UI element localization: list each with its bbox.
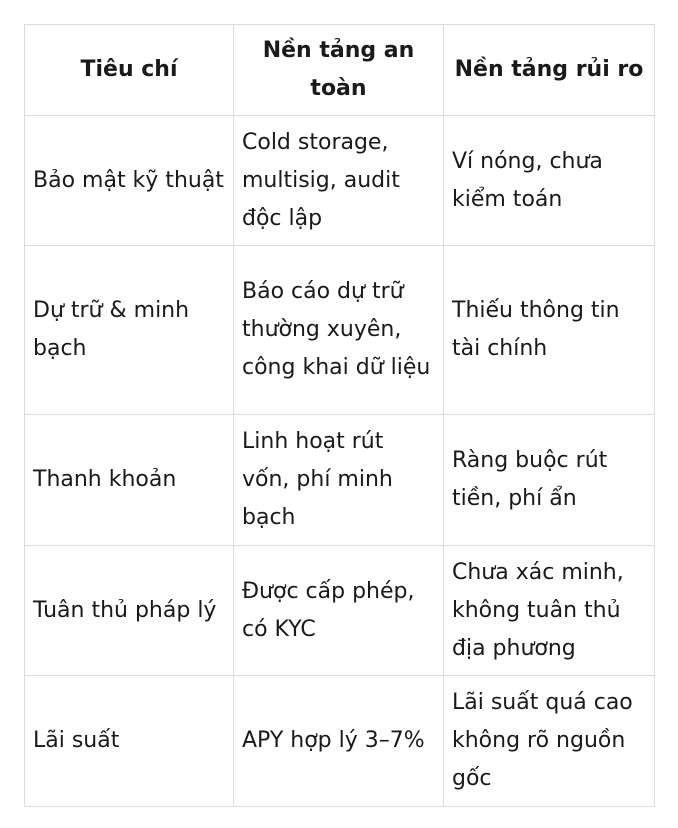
cell-risky: Lãi suất quá cao không rõ nguồn gốc xyxy=(444,676,655,807)
table-header-row xyxy=(25,25,655,116)
table-row xyxy=(25,246,655,415)
table-row xyxy=(25,116,655,246)
cell-criteria: Thanh khoản xyxy=(25,415,234,546)
cell-risky: Chưa xác minh, không tuân thủ địa phương xyxy=(444,546,655,676)
table-row xyxy=(25,546,655,676)
cell-safe: Cold storage, multisig, audit độc lập xyxy=(234,116,444,246)
table-row xyxy=(25,676,655,807)
header-safe-platform: Nền tảng an toàn xyxy=(234,25,444,116)
header-criteria: Tiêu chí xyxy=(25,25,234,116)
cell-risky: Ví nóng, chưa kiểm toán xyxy=(444,116,655,246)
cell-criteria: Lãi suất xyxy=(25,676,234,807)
cell-safe: APY hợp lý 3–7% xyxy=(234,676,444,807)
cell-criteria: Bảo mật kỹ thuật xyxy=(25,116,234,246)
cell-risky: Thiếu thông tin tài chính xyxy=(444,246,655,415)
cell-criteria: Tuân thủ pháp lý xyxy=(25,546,234,676)
cell-safe: Báo cáo dự trữ thường xuyên, công khai dữ liệu xyxy=(234,246,444,415)
cell-safe: Được cấp phép, có KYC xyxy=(234,546,444,676)
cell-risky: Ràng buộc rút tiền, phí ẩn xyxy=(444,415,655,546)
cell-criteria: Dự trữ & minh bạch xyxy=(25,246,234,415)
table-row xyxy=(25,415,655,546)
cell-safe: Linh hoạt rút vốn, phí minh bạch xyxy=(234,415,444,546)
comparison-table xyxy=(24,24,655,807)
header-risky-platform: Nền tảng rủi ro xyxy=(444,25,655,116)
